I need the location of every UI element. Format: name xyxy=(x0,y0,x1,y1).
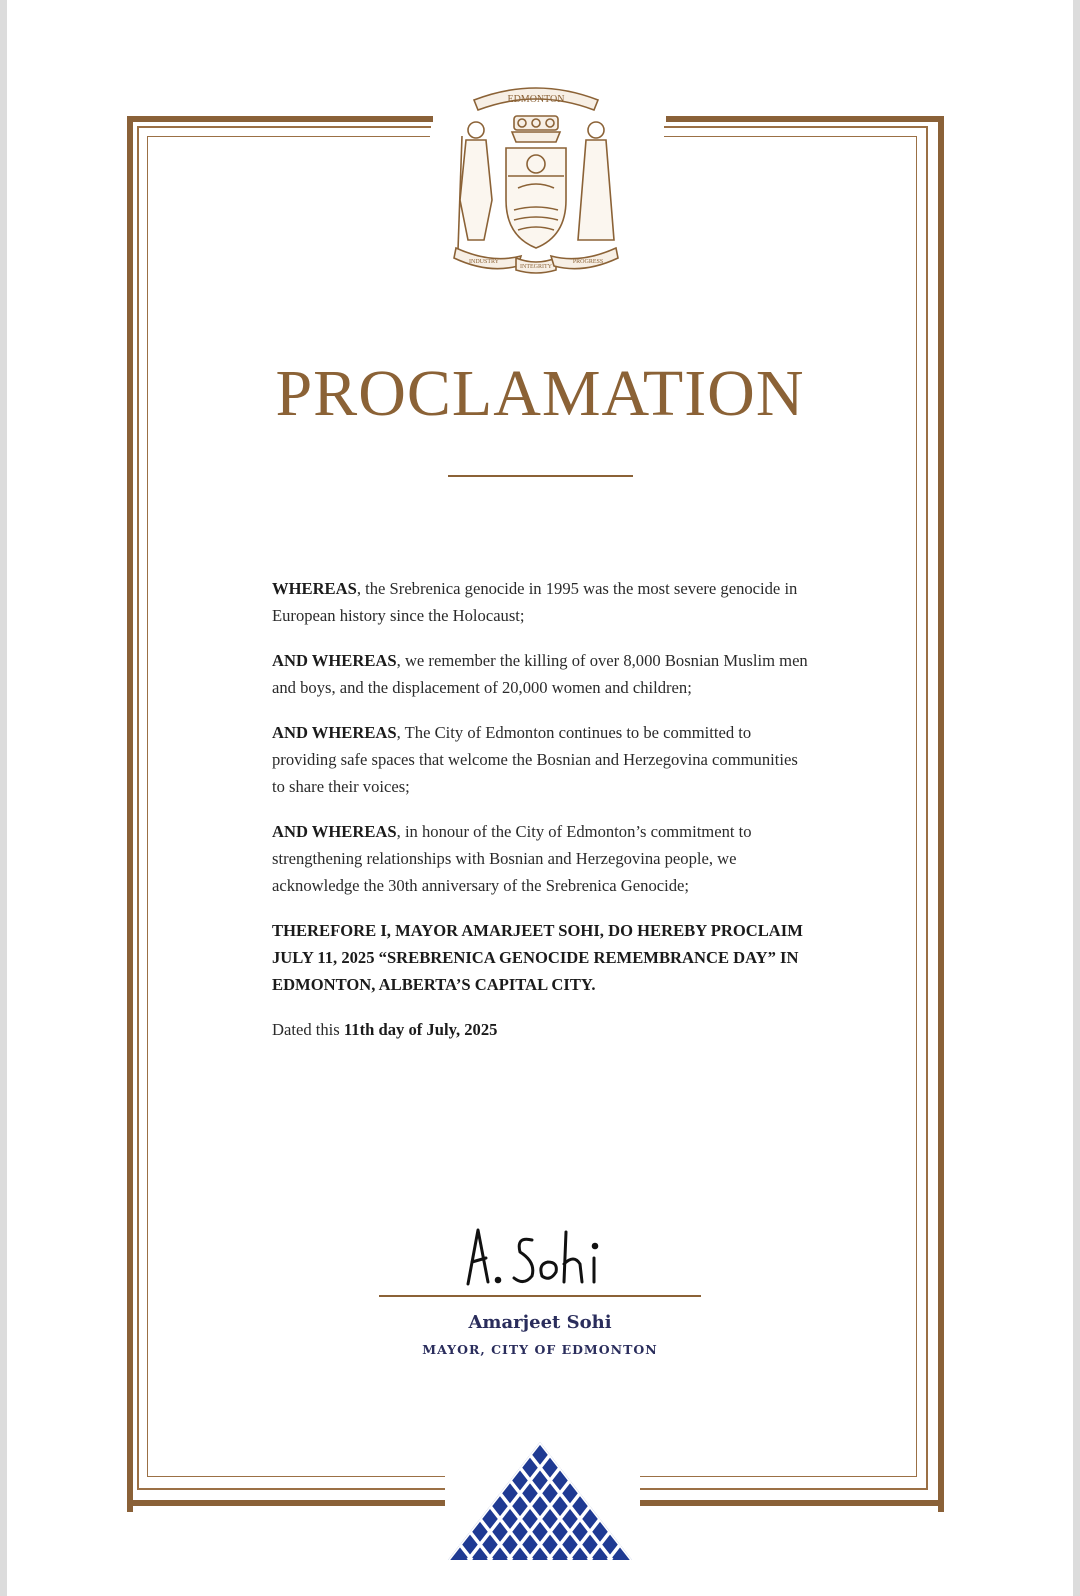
crest-motto-industry: INDUSTRY xyxy=(468,259,500,265)
frame-bottom-right xyxy=(640,1500,944,1506)
frame-bottom-left xyxy=(127,1500,445,1506)
frame-innermost-bottom-left xyxy=(147,1476,445,1477)
paragraph-lead: AND WHEREAS xyxy=(272,723,397,742)
edmonton-coat-of-arms-icon xyxy=(446,80,626,278)
dated-line xyxy=(272,1016,812,1043)
title-divider xyxy=(448,475,633,477)
whereas-paragraph-2 xyxy=(272,647,812,701)
whereas-paragraph-3 xyxy=(272,719,812,800)
paragraph-text: , The City of Edmonton continues to be committed to providing safe spaces that welcome the Bosnian and Herzegovina communities to share their voices; xyxy=(272,723,798,796)
crest-motto-progress: PROGRESS xyxy=(572,259,604,265)
mayor-name: Amarjeet Sohi xyxy=(468,1312,612,1333)
paragraph-text: , we remember the killing of over 8,000 Bosnian Muslim men and boys, and the displacement of 20,000 women and children; xyxy=(272,651,808,697)
page-title: PROCLAMATION xyxy=(275,357,805,430)
whereas-paragraph-4 xyxy=(272,818,812,899)
proclamation-body xyxy=(272,575,812,1061)
dated-date: 11th day of July, 2025 xyxy=(343,1020,498,1039)
crest-banner-text: EDMONTON xyxy=(507,94,565,105)
paragraph-text: , the Srebrenica genocide in 1995 was the most severe genocide in European history since the Holocaust; xyxy=(272,579,798,625)
dated-prefix: Dated this xyxy=(272,1020,344,1039)
frame-innermost-bottom-right xyxy=(640,1476,917,1477)
frame-inner-bottom-right xyxy=(640,1488,928,1490)
crest-motto-integrity: INTEGRITY xyxy=(520,264,552,270)
paragraph-lead: WHEREAS xyxy=(272,579,357,598)
city-of-edmonton-logo-icon xyxy=(446,1440,634,1562)
paragraph-text: , in honour of the City of Edmonton’s commitment to strengthening relationships with Bosnian and Herzegovina people, we acknowledge the 30th anniversary of the Srebrenica Genocide; xyxy=(272,822,752,895)
paragraph-lead: AND WHEREAS xyxy=(272,651,397,670)
frame-inner-bottom-left xyxy=(137,1488,445,1490)
whereas-paragraph-1 xyxy=(272,575,812,629)
mayor-title: MAYOR, CITY OF EDMONTON xyxy=(422,1342,658,1357)
signature-line xyxy=(379,1295,701,1297)
paragraph-lead: AND WHEREAS xyxy=(272,822,397,841)
mayor-signature xyxy=(462,1222,622,1292)
proclamation-statement: THEREFORE I, MAYOR AMARJEET SOHI, DO HEREBY PROCLAIM JULY 11, 2025 “SREBRENICA GENOCIDE REMEMBRANCE DAY” IN EDMONTON, ALBERTA’S CAPITAL CITY. xyxy=(272,921,803,994)
